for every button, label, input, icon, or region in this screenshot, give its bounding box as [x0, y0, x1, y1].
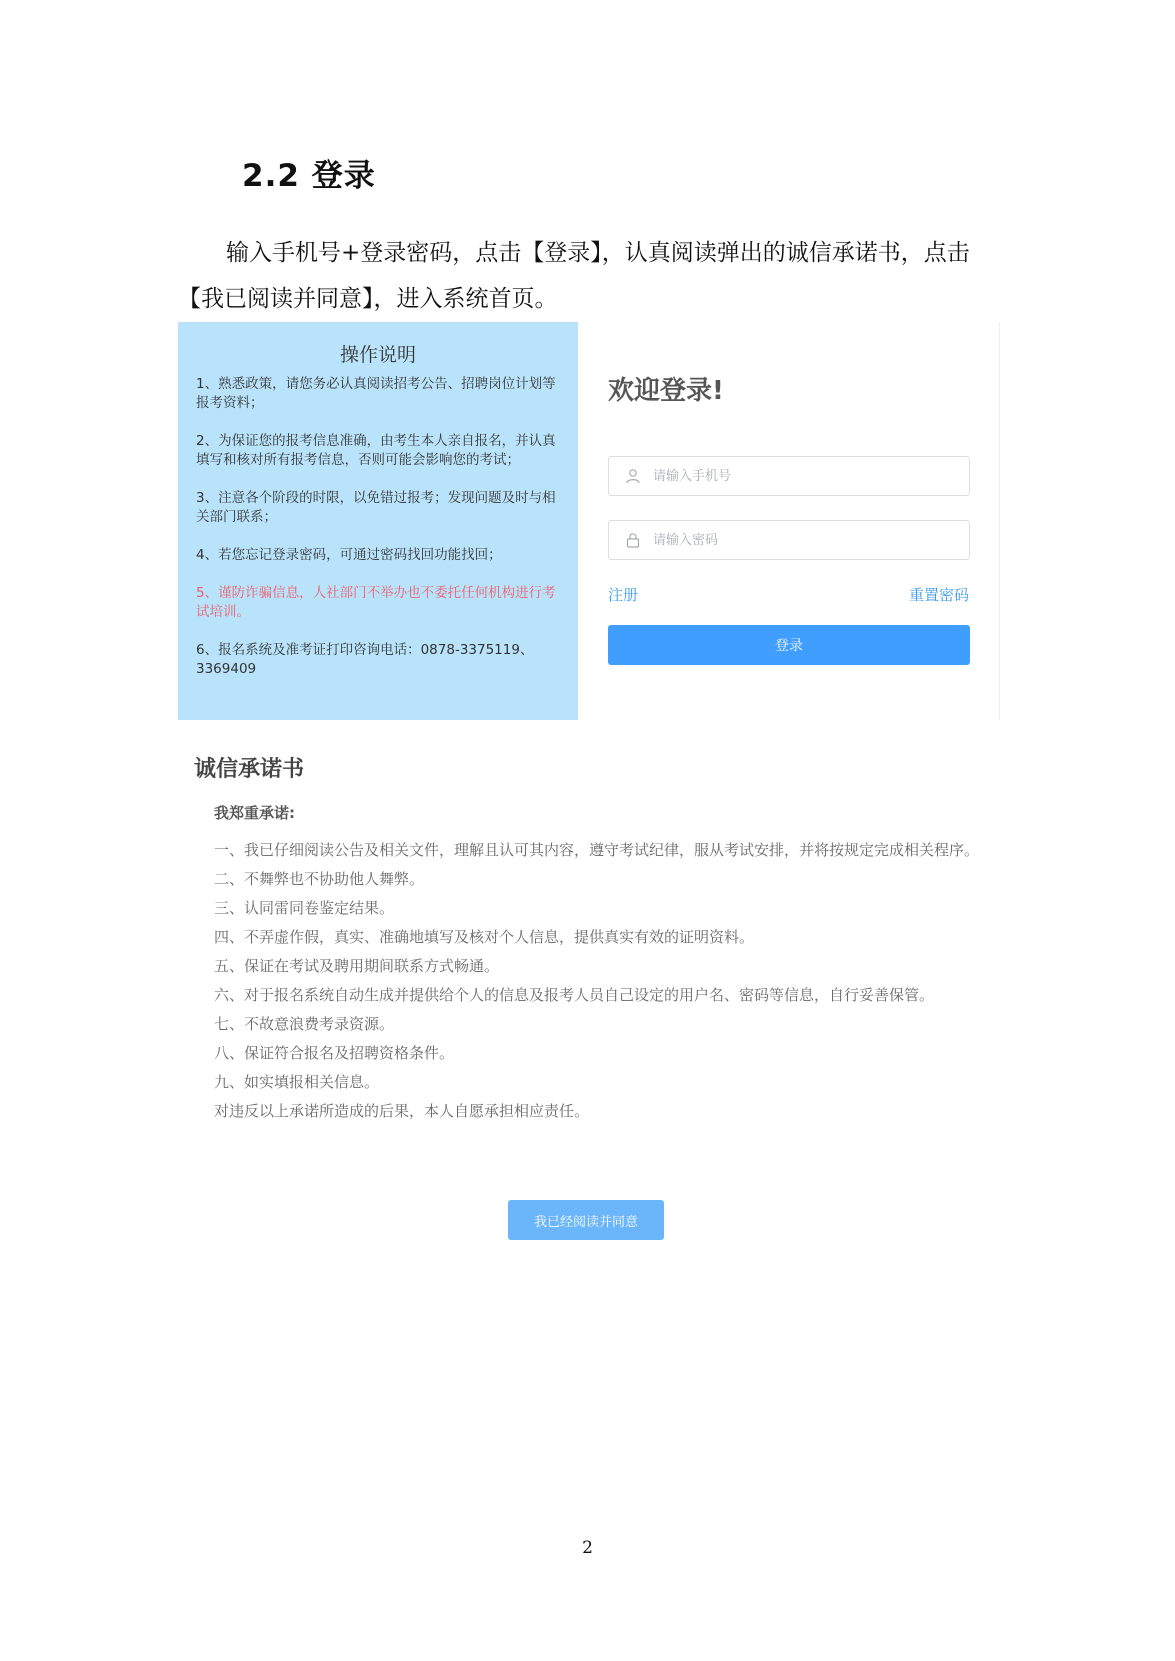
pledge-body	[214, 836, 986, 1126]
instruction-item: 6、报名系统及准考证打印咨询电话：0878-3375119、3369409	[196, 642, 534, 677]
pledge-line: 六、对于报名系统自动生成并提供给个人的信息及报考人员自己设定的用户名、密码等信息，自行妥善保管。	[214, 986, 935, 1004]
register-link[interactable]: 注册	[608, 586, 639, 604]
login-button[interactable]: 登录	[608, 625, 970, 665]
instruction-item: 1、熟悉政策，请您务必认真阅读招考公告、招聘岗位计划等报考资料；	[196, 376, 556, 411]
instructions-panel	[178, 322, 578, 720]
instruction-item: 3、注意各个阶段的时限，以免错过报考；发现问题及时与相关部门联系；	[196, 490, 556, 525]
reset-password-link[interactable]: 重置密码	[908, 586, 969, 604]
intro-paragraph: 输入手机号+登录密码，点击【登录】，认真阅读弹出的诚信承诺书，点击【我已阅读并同意】，进入系统首页。	[178, 240, 970, 312]
instruction-item: 2、为保证您的报考信息准确，由考生本人亲自报名，并认真填写和核对所有报考信息，否则可能会影响您的考试；	[196, 433, 556, 468]
welcome-heading: 欢迎登录!	[608, 376, 724, 406]
user-icon	[625, 468, 641, 484]
pledge-line: 二、不舞弊也不协助他人舞弊。	[214, 870, 425, 888]
pledge-line: 九、如实填报相关信息。	[214, 1073, 380, 1091]
phone-field[interactable]	[608, 456, 970, 496]
instruction-item-warning: 5、谨防诈骗信息，人社部门不举办也不委托任何机构进行考试培训。	[196, 585, 556, 620]
section-title: 2.2 登录	[242, 158, 376, 194]
login-form	[578, 322, 1000, 720]
page-number: 2	[582, 1538, 593, 1558]
lock-icon	[625, 532, 641, 548]
instructions-title: 操作说明	[339, 344, 416, 366]
pledge-line: 三、认同雷同卷鉴定结果。	[214, 899, 395, 917]
password-field[interactable]	[608, 520, 970, 560]
pledge-line: 四、不弄虚作假，真实、准确地填写及核对个人信息，提供真实有效的证明资料。	[214, 928, 755, 946]
password-input[interactable]	[651, 532, 955, 549]
pledge-line: 对违反以上承诺所造成的后果，本人自愿承担相应责任。	[214, 1102, 590, 1120]
pledge-title: 诚信承诺书	[194, 757, 305, 782]
pledge-line: 七、不故意浪费考录资源。	[214, 1015, 395, 1033]
pledge-subtitle: 我郑重承诺:	[214, 804, 295, 822]
agree-button[interactable]: 我已经阅读并同意	[508, 1200, 664, 1240]
pledge-line: 八、保证符合报名及招聘资格条件。	[214, 1044, 455, 1062]
phone-input[interactable]	[651, 468, 955, 485]
login-screenshot	[178, 322, 1000, 720]
instruction-item: 4、若您忘记登录密码，可通过密码找回功能找回；	[196, 547, 502, 563]
pledge-line: 一、我已仔细阅读公告及相关文件，理解且认可其内容，遵守考试纪律，服从考试安排，并将按规定完成相关程序。	[214, 841, 980, 859]
instructions-list	[196, 375, 560, 679]
pledge-line: 五、保证在考试及聘用期间联系方式畅通。	[214, 957, 500, 975]
